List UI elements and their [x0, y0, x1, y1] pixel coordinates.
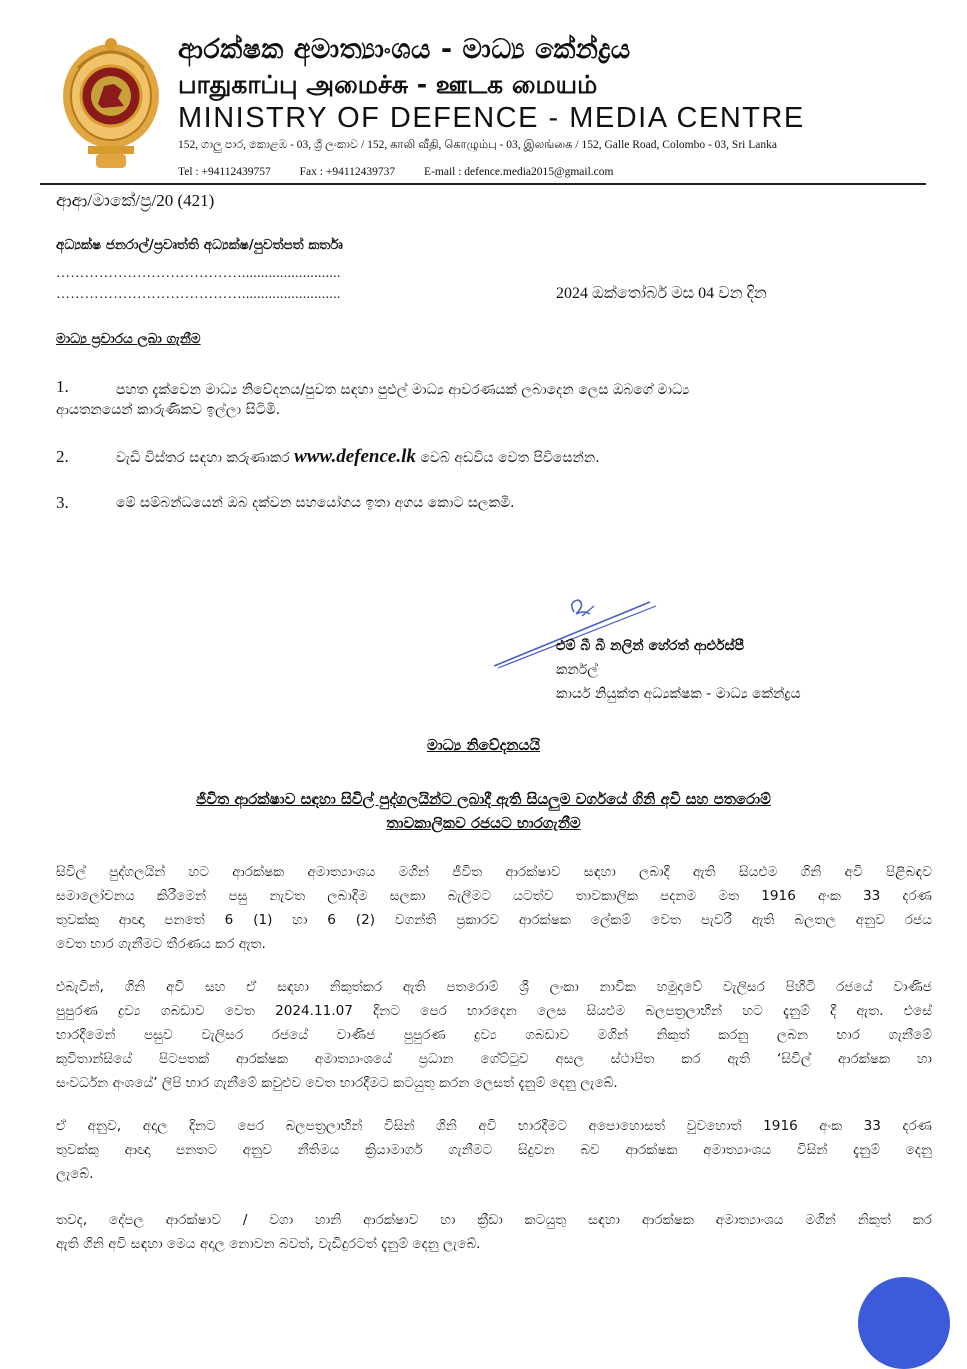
item-text: පහත දැක්වෙන මාධ්‍ය නිවේදනය/පුවත සඳහා පුළුල් මාධ්‍ය ආවරණයක් ලබාදෙන ලෙස ඔබගේ මාධ්‍ය: [116, 382, 690, 398]
paragraph-line: එබැවින්, ගිනි අවි සහ ඒ සඳහා නිකුත්කර ඇති පතරොම් ශ්‍රී ලංකා නාවික හමුදාවේ වැලිසර පිහිටි රජයේ වාණිජ: [56, 979, 932, 995]
release-paragraph: [56, 1114, 932, 1186]
item-number: 1.: [56, 377, 69, 396]
letterhead-address: 152, ගාලු පාර, කොළඹ - 03, ශ්‍රී ලංකාව / 152, காலி வீதி, கொழும்பு - 03, இலங்கை / 152, Galle Road, Colombo - 03, Sri Lanka: [178, 139, 777, 151]
reference-number: ආආ/මාකේ/ප්‍ර/20 (421): [56, 191, 215, 210]
signatory-name: එම් බී බී නලින් හේරත් ආර්එස්පී: [556, 638, 745, 654]
item-text-continued: ආයතනයෙන් කාරුණිකව ඉල්ලා සිටිමි.: [56, 402, 281, 418]
website-link[interactable]: www.defence.lk: [294, 446, 416, 467]
sri-lanka-emblem-icon: [58, 34, 164, 174]
letterhead-title-tamil: பாதுகாப்பு அமைச்சு - ஊடக மையம்: [178, 70, 598, 99]
floating-action-button[interactable]: [858, 1277, 950, 1369]
release-heading-line: තාවකාලිකව රජයට භාරගැනීම: [386, 814, 581, 832]
paragraph-line: පුපුරණ ද්‍රව්‍ය ගබඩාව වෙත 2024.11.07 දිනට පෙර භාරදෙන ලෙස සියළුම බලපත්‍රලාභීන් හට දැනුම් දී ඇත. එසේ: [56, 1003, 932, 1019]
paragraph-line: සංවර්ධන අංශයේ’ ලිපි භාර ගැනීමේ කවුළුව වෙත භාරදීමට කටයුතු කරන ලෙසත් දැනුම් දෙනු ලැබේ.: [56, 1075, 618, 1091]
letterhead-title-sinhala: ආරක්ෂක අමාත්‍යාංශය - මාධ්‍ය කේන්ද්‍රය: [178, 34, 631, 65]
paragraph-line: ඒ අනුව, අදාල දිනට පෙර බලපත්‍රලාභීන් විසින් ගිනි අවි භාරදීමට අපොහොසත් වුවහොත් 1916 අංක 33 දරණ: [56, 1118, 932, 1134]
letter-date: 2024 ඔක්තෝබර් මස 04 වන දින: [556, 285, 767, 302]
letterhead-contact: [178, 166, 639, 178]
release-paragraph: [56, 860, 932, 956]
item-number: 3.: [56, 493, 69, 512]
fax-number: Fax : +94112439737: [299, 166, 396, 178]
paragraph-line: ඇති ගිනි අවි සඳහා මෙය අදාල නොවන බවත්, වැඩිදුරටත් දැනුම් දෙනු ලැබේ.: [56, 1236, 481, 1252]
release-title: මාධ්‍ය නිවේදනයයි: [426, 736, 541, 754]
release-paragraph: [56, 975, 932, 1095]
addressee: අධ්‍යක්ෂ ජනරාල්/ප්‍රවෘත්ති අධ්‍යක්ෂ/පුවත්පත් කර්තෘ: [56, 237, 343, 253]
address-dotted-line: …………………………………..........................: [56, 287, 341, 302]
paragraph-line: භාරදීමෙන් පසුව වැලිසර රජයේ වාණිජ පුපුරණ ද්‍රව්‍ය ගබඩාව මගින් නිකුත් කරනු ලබන භාර ගැනීමේ: [56, 1027, 932, 1043]
address-dotted-line: …………………………………..........................: [56, 266, 341, 281]
item-text-part: වැඩි විස්තර සඳහා කරුණාකර: [116, 450, 295, 466]
letterhead-title-english: MINISTRY OF DEFENCE - MEDIA CENTRE: [178, 102, 805, 134]
paragraph-line: තුවක්කු ආඥා පනතට අනුව නීතිමය ක්‍රියාමාර්ග ගැනීමට සිදුවන බව ආරක්ෂක අමාත්‍යාංශය විසින් දැනුම් දෙනු: [56, 1142, 932, 1158]
handwritten-signature: [490, 596, 660, 672]
paragraph-line: තුවක්කු ආඥා පනතේ 6 (1) හා 6 (2) වගන්ති ප්‍රකාරව ආරක්ෂක ලේකම් වෙත පැවරී ඇති බලතල අනුව රජය: [56, 912, 932, 928]
item-text: මේ සම්බන්ධයෙන් ඔබ දක්වන සහයෝගය ඉතා අගය කොට සලකමි.: [116, 495, 515, 511]
paragraph-line: සමාලෝචනය කිරීමෙන් පසු නැවත ලබාදීම සලකා බැලීමට යටත්ව තාවකාලික පදනම මත 1916 අංක 33 දරණ: [56, 888, 932, 904]
letterhead-divider: [40, 183, 926, 185]
release-heading-line: ජීවිත ආරක්ෂාව සඳහා සිවිල් පුද්ගලයින්ට ලබාදී ඇති සියලුම වර්ගයේ ගිනි අවි සහ පතරොම්: [196, 790, 771, 808]
signatory-position: කාර්ය නියුක්ත අධ්‍යක්ෂක - මාධ්‍ය කේන්ද්‍රය: [556, 686, 801, 702]
telephone-number: Tel : +94112439757: [178, 166, 271, 178]
email-address: E-mail : defence.media2015@gmail.com: [424, 166, 614, 178]
paragraph-line: වෙත භාර ගැනීමට තීරණය කර ඇත.: [56, 936, 266, 952]
paragraph-line: තවද, දේපල ආරක්ෂාව / වගා හානි ආරක්ෂාව හා ක්‍රීඩා කටයුතු සඳහා ආරක්ෂක අමාත්‍යාංශය මගින් නිකුත් කර: [56, 1212, 932, 1228]
signatory-rank: කර්නල්: [556, 662, 598, 678]
item-text: [116, 445, 600, 470]
release-paragraph: [56, 1208, 932, 1256]
paragraph-line: කුවිතාන්සියේ පිටපතක් ආරක්ෂක අමාත්‍යාංශයේ ප්‍රධාන ගේට්ටුව අසල ස්ථාපිත කර ඇති ‘සිවිල් ආරක්ෂක හා: [56, 1051, 932, 1067]
paragraph-line: සිවිල් පුද්ගලයින් හට ආරක්ෂක අමාත්‍යාංශය මගින් ජීවිත ආරක්ෂාව සඳහා ලබාදී ඇති සියළුම ගිනි අවි පිළිබඳව: [56, 864, 932, 880]
letter-subject: මාධ්‍ය ප්‍රචාරය ලබා ගැනීම: [56, 331, 201, 347]
paragraph-line: ලැබේ.: [56, 1166, 94, 1182]
item-text-part: වෙබ් අඩවිය වෙත පිවිසෙන්න.: [415, 450, 600, 466]
item-number: 2.: [56, 447, 69, 466]
